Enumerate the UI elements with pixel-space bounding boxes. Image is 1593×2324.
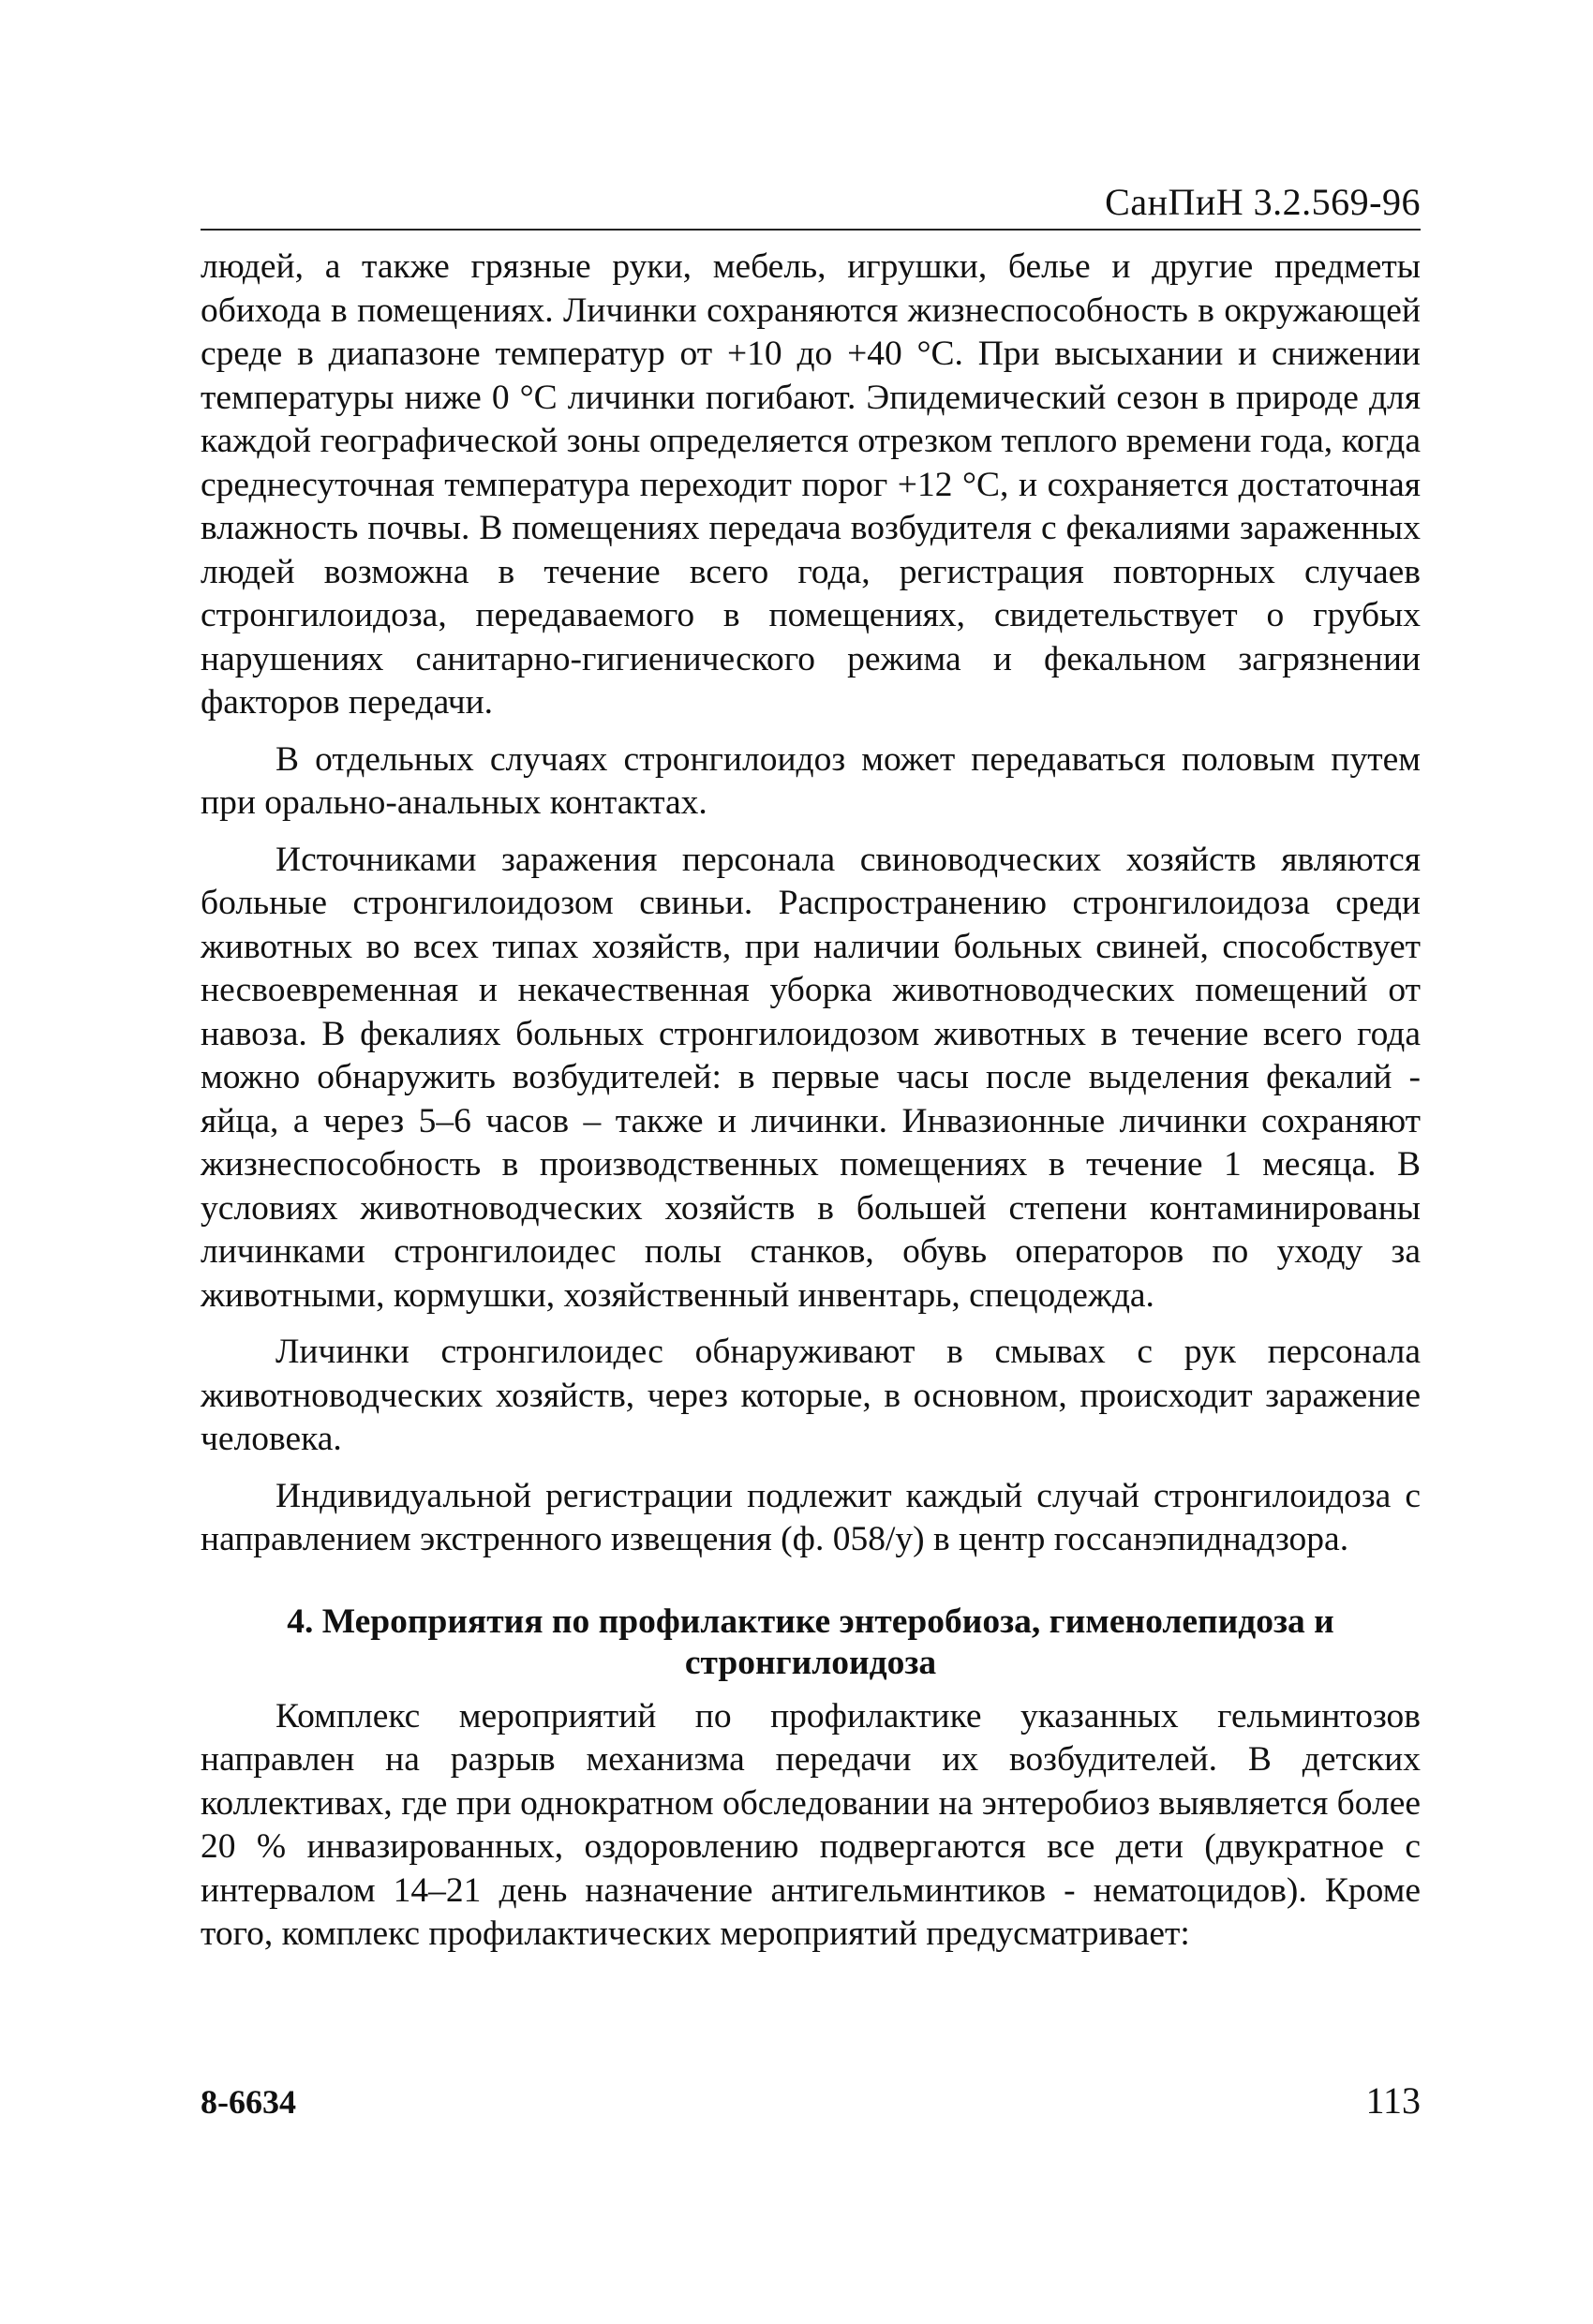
paragraph-prevention: Комплекс мероприятий по профилактике указанных гельминтозов направлен на разрыв механизма передачи их возбудителей. В детских коллективах, где при однократном обследовании на энтеробиоз выявляется более 20 % инвазированных, оздоровлению подвергаются все дети (двукратное с интервалом 14–21 день назначение антигельминтиков - нематоцидов). Кроме того, комплекс профилактических мероприятий предусматривает:: [201, 1696, 1421, 1953]
paragraph-larvae: Личинки стронгилоидес обнаруживают в смывах с рук персонала животноводческих хозяйств, через которые, в основном, происходит заражение человека.: [201, 1333, 1421, 1458]
paragraph-transmission: В отдельных случаях стронгилоидоз может передаваться половым путем при орально-анальных контактах.: [201, 739, 1421, 822]
running-header: СанПиН 3.2.569-96: [1105, 181, 1421, 223]
section-heading: 4. Мероприятия по профилактике энтеробиоза, гименолепидоза и стронгилоидоза: [287, 1601, 1334, 1682]
paragraph-sources: Источниками заражения персонала свиноводческих хозяйств являются больные стронгилоидозом свиньи. Распространению стронгилоидоза среди животных во всех типах хозяйств, при наличии больных свиней, способствует несвоевременная и некачественная уборка животноводческих помещений от навоза. В фекалиях больных стронгилоидозом животных в течение всего года можно обнаружить возбудителей: в первые часы после выделения фекалий - яйца, а через 5–6 часов – также и личинки. Инвазионные личинки сохраняют жизнеспособность в производственных помещениях в течение 1 месяца. В условиях животноводческих хозяйств в большей степени контаминированы личинками стронгилоидес полы станков, обувь операторов по уходу за животными, кормушки, хозяйственный инвентарь, спецодежда.: [201, 840, 1421, 1315]
page-body: [201, 246, 1421, 1970]
paragraph-registration: Индивидуальной регистрации подлежит каждый случай стронгилоидоза с направлением экстренного извещения (ф. 058/у) в центр госсанэпиднадзора.: [201, 1476, 1421, 1558]
page-number: 113: [1365, 2079, 1421, 2122]
paragraph-continuation: людей, а также грязные руки, мебель, игрушки, белье и другие предметы обихода в помещениях. Личинки сохраняются жизнеспособность в окружающей среде в диапазоне температур от +10 до +40 °С. При высыхании и снижении температуры ниже 0 °С личинки погибают. Эпидемический сезон в природе для каждой географической зоны определяется отрезком теплого времени года, когда среднесуточная температура переходит порог +12 °С, и сохраняется достаточная влажность почвы. В помещениях передача возбудителя с фекалиями зараженных людей возможна в течение всего года, регистрация повторных случаев стронгилоидоза, передаваемого в помещениях, свидетельствует о грубых нарушениях санитарно-гигиенического режима и фекальном загрязнении факторов передачи.: [201, 247, 1421, 722]
header-rule: [201, 229, 1421, 231]
print-code: 8-6634: [201, 2083, 296, 2121]
